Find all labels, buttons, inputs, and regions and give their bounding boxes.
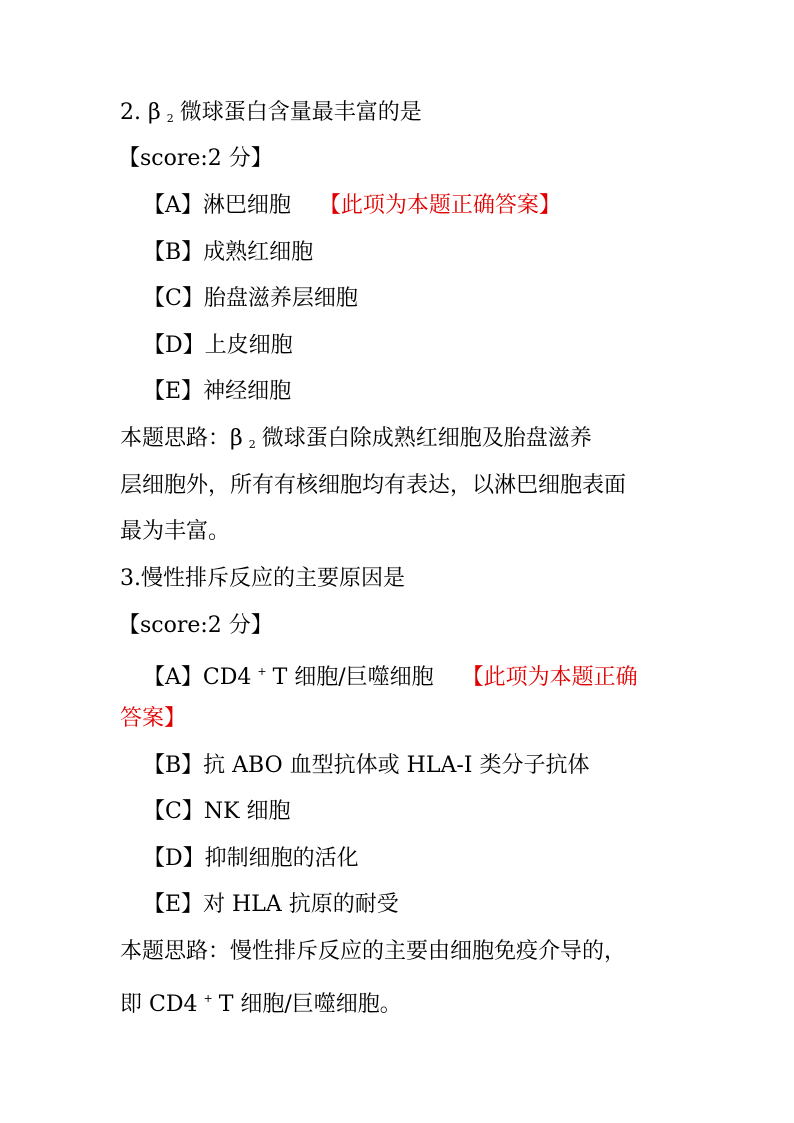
question-3-option-b	[143, 751, 589, 781]
subscript: 2	[248, 438, 256, 451]
question-2-option-b	[143, 238, 313, 268]
question-3-option-c	[143, 797, 291, 827]
analysis-text: 本题思路：β	[120, 426, 243, 451]
question-text: 慢性排斥反应的主要原因是	[141, 566, 406, 591]
question-3-score: 【score:2 分】	[118, 613, 273, 638]
correct-answer-marker: 【此项为本题正确答案】	[318, 193, 561, 218]
option-key: 【C】	[143, 799, 204, 824]
analysis-text: T 细胞/巨噬细胞。	[218, 992, 402, 1017]
question-2-option-e	[143, 377, 291, 407]
question-2-option-d	[143, 331, 293, 361]
superscript: +	[257, 665, 267, 678]
option-key: 【D】	[143, 846, 205, 871]
option-text: 抑制细胞的活化	[204, 846, 359, 871]
option-key: 【B】	[143, 240, 204, 265]
subscript: 2	[166, 112, 174, 125]
option-text: NK 细胞	[203, 799, 291, 824]
option-text: 对 HLA 抗原的耐受	[203, 892, 399, 917]
question-2-option-c	[143, 284, 358, 314]
option-text: T 细胞/巨噬细胞	[272, 665, 434, 690]
option-text: 成熟红细胞	[203, 240, 314, 265]
correct-answer-marker: 【此项为本题正确	[461, 665, 638, 690]
option-key: 【A】	[143, 665, 203, 690]
question-3-analysis-line-2	[120, 984, 402, 1020]
question-3-option-a	[143, 657, 638, 693]
question-3-analysis-line-1: 本题思路：慢性排斥反应的主要由细胞免疫介导的，	[120, 939, 627, 964]
superscript: +	[203, 992, 213, 1005]
option-key: 【A】	[143, 193, 203, 218]
option-text: 上皮细胞	[204, 333, 293, 358]
option-text: 抗 ABO 血型抗体或 HLA-I 类分子抗体	[203, 753, 590, 778]
question-2-analysis-line-3: 最为丰富。	[120, 519, 231, 544]
question-text: 微球蛋白含量最丰富的是	[179, 100, 422, 125]
question-3-option-d	[143, 844, 359, 874]
question-number: 2.	[120, 100, 141, 125]
question-3-stem	[120, 564, 405, 594]
option-text: 神经细胞	[203, 379, 292, 404]
option-key: 【C】	[143, 286, 204, 311]
question-2-score: 【score:2 分】	[118, 146, 273, 171]
option-text: CD4	[202, 665, 252, 690]
option-text: 淋巴细胞	[202, 193, 291, 218]
option-key: 【B】	[143, 753, 204, 778]
question-3-option-e	[143, 890, 399, 920]
option-key: 【E】	[143, 379, 204, 404]
question-2-analysis-line-2: 层细胞外，所有有核细胞均有表达，以淋巴细胞表面	[120, 473, 627, 498]
option-key: 【E】	[143, 892, 204, 917]
question-2-option-a	[143, 191, 561, 221]
correct-answer-marker-continued: 答案】	[120, 706, 187, 731]
beta-symbol: β	[148, 100, 161, 125]
question-2-analysis-line-1	[120, 424, 592, 460]
option-key: 【D】	[143, 333, 205, 358]
analysis-text: 即 CD4	[120, 992, 198, 1017]
option-text: 胎盘滋养层细胞	[203, 286, 358, 311]
analysis-text: 微球蛋白除成熟红细胞及胎盘滋养	[261, 426, 592, 451]
question-number: 3.	[120, 566, 141, 591]
question-2-stem	[120, 98, 422, 134]
